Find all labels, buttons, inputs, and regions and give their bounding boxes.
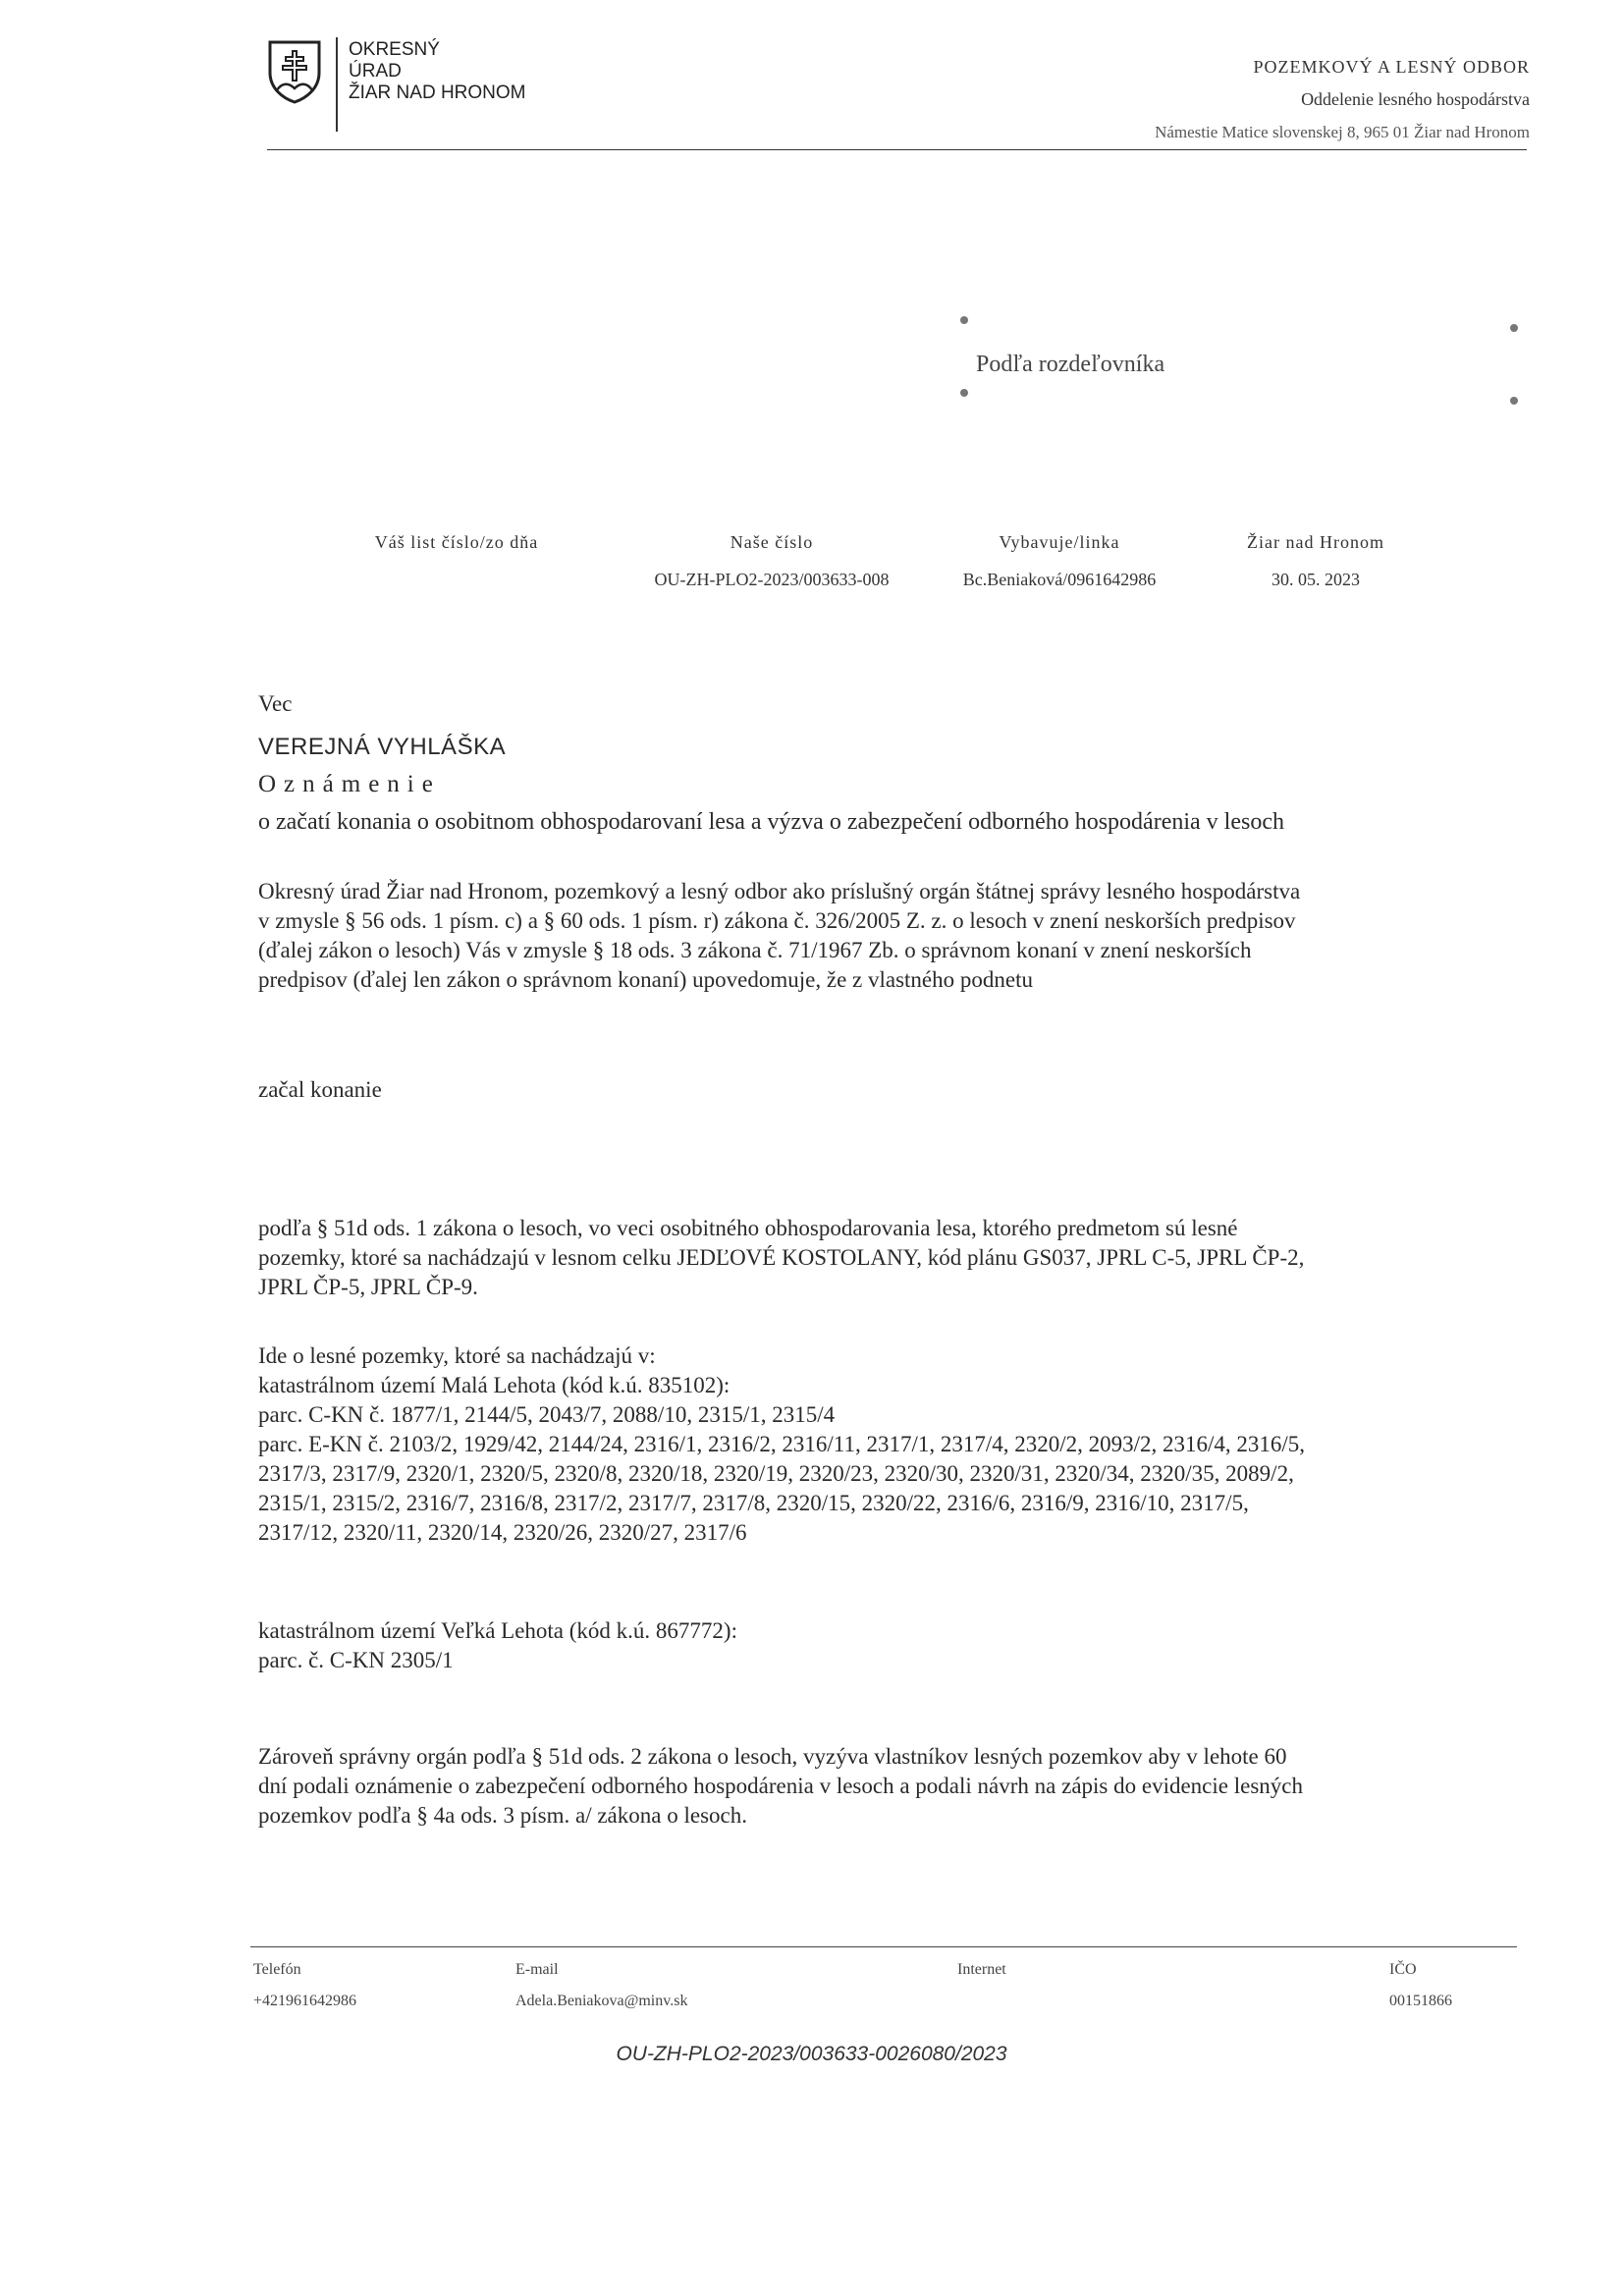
list-line: Ide o lesné pozemky, ktoré sa nachádzajú v: bbox=[258, 1343, 656, 1368]
paragraph-intro bbox=[258, 877, 1525, 995]
paragraph-line: (ďalej zákon o lesoch) Vás v zmysle § 18 ods. 3 zákona č. 71/1967 Zb. o správnom konaní v znení neskorších bbox=[258, 938, 1252, 962]
footer-phone bbox=[253, 1954, 356, 2017]
list-line: 2315/1, 2315/2, 2316/7, 2316/8, 2317/2, 2317/7, 2317/8, 2320/15, 2320/22, 2316/6, 2316/9, 2316/10, 2317/5, bbox=[258, 1491, 1249, 1515]
department-address: Námestie Matice slovenskej 8, 965 01 Žiar nad Hronom bbox=[1155, 123, 1530, 141]
address-window-mark bbox=[1510, 397, 1518, 405]
paragraph-line: predpisov (ďalej len zákon o správnom konaní) upovedomuje, že z vlastného podnetu bbox=[258, 967, 1033, 992]
footer-rule bbox=[250, 1946, 1517, 1947]
document-type: Oznámenie bbox=[258, 771, 441, 797]
footer-email-value: Adela.Beniakova@minv.sk bbox=[515, 1993, 688, 2009]
header-rule bbox=[267, 149, 1527, 150]
office-line-3: ŽIAR NAD HRONOM bbox=[349, 82, 526, 103]
paragraph-line: pozemkov podľa § 4a ods. 3 písm. a/ zákona o lesoch. bbox=[258, 1803, 747, 1828]
paragraph-line: podľa § 51d ods. 1 zákona o lesoch, vo veci osobitného obhospodarovania lesa, ktorého predmetom sú lesné bbox=[258, 1216, 1238, 1240]
footer-email bbox=[515, 1954, 687, 2017]
paragraph-line: v zmysle § 56 ods. 1 písm. c) a § 60 ods. 1 písm. r) zákona č. 326/2005 Z. z. o lesoch v znení neskorších predpisov bbox=[258, 908, 1296, 933]
paragraph-line: JPRL ČP-5, JPRL ČP-9. bbox=[258, 1275, 478, 1299]
ref-your-letter bbox=[324, 523, 589, 561]
list-line: 2317/12, 2320/11, 2320/14, 2320/26, 2320/27, 2317/6 bbox=[258, 1520, 747, 1545]
paragraph-line: dní podali oznámenie o zabezpečení odborného hospodárenia v lesoch a podali návrh na zápis do evidencie lesných bbox=[258, 1774, 1303, 1798]
footer-phone-label: Telefón bbox=[253, 1961, 301, 1978]
list-line: katastrálnom území Veľká Lehota (kód k.ú. 867772): bbox=[258, 1618, 737, 1643]
list-line: parc. č. C-KN 2305/1 bbox=[258, 1648, 454, 1672]
coat-of-arms-icon bbox=[267, 39, 322, 104]
list-line: 2317/3, 2317/9, 2320/1, 2320/5, 2320/8, 2320/18, 2320/19, 2320/23, 2320/30, 2320/31, 2320/34, 2320/35, 2089/2, bbox=[258, 1461, 1294, 1486]
address-window-mark bbox=[1510, 324, 1518, 332]
subject-line: o začatí konania o osobitnom obhospodarovaní lesa a výzva o zabezpečení odborného hospodárenia v lesoch bbox=[258, 809, 1284, 835]
footer-internet-label: Internet bbox=[957, 1961, 1006, 1978]
ref-place-label: Žiar nad Hronom bbox=[1247, 532, 1384, 552]
subject-label: Vec bbox=[258, 691, 293, 716]
paragraph-line: Zároveň správny orgán podľa § 51d ods. 2 zákona o lesoch, vyzýva vlastníkov lesných pozemkov aby v lehote 60 bbox=[258, 1744, 1287, 1769]
list-line: parc. E-KN č. 2103/2, 1929/42, 2144/24, 2316/1, 2316/2, 2316/11, 2317/1, 2317/4, 2320/2, 2093/2, 2316/4, 2316/5, bbox=[258, 1432, 1306, 1456]
footer-ico bbox=[1389, 1954, 1452, 2017]
office-line-2: ÚRAD bbox=[349, 61, 402, 82]
ref-our-number-label: Naše číslo bbox=[730, 532, 814, 552]
paragraph-line: Okresný úrad Žiar nad Hronom, pozemkový a lesný odbor ako príslušný orgán štátnej správy lesného hospodárstva bbox=[258, 879, 1301, 903]
document-title: VEREJNÁ VYHLÁŠKA bbox=[258, 734, 507, 760]
list-line: katastrálnom území Malá Lehota (kód k.ú. 835102): bbox=[258, 1373, 730, 1397]
department-block bbox=[1155, 51, 1530, 148]
paragraph-line: pozemky, ktoré sa nachádzajú v lesnom celku JEDĽOVÉ KOSTOLANY, kód plánu GS037, JPRL C-5, JPRL ČP-2, bbox=[258, 1245, 1305, 1270]
logo-divider bbox=[336, 37, 338, 132]
department-name: POZEMKOVÝ A LESNÝ ODBOR bbox=[1253, 57, 1530, 77]
paragraph-legal-basis bbox=[258, 1214, 1525, 1302]
parcel-list-mala-lehota bbox=[258, 1341, 1525, 1548]
ref-handled-by bbox=[927, 523, 1192, 598]
office-name bbox=[349, 39, 526, 104]
footer-internet bbox=[957, 1954, 1006, 1986]
recipient: Podľa rozdeľovníka bbox=[976, 352, 1165, 377]
ref-date-value: 30. 05. 2023 bbox=[1271, 570, 1360, 589]
ref-our-number-value: OU-ZH-PLO2-2023/003633-008 bbox=[654, 570, 890, 589]
address-window-mark bbox=[960, 389, 968, 397]
document-id: OU-ZH-PLO2-2023/003633-0026080/2023 bbox=[616, 2043, 1007, 2065]
ref-place-date bbox=[1217, 523, 1414, 598]
ref-our-number bbox=[624, 523, 919, 598]
list-line: parc. C-KN č. 1877/1, 2144/5, 2043/7, 2088/10, 2315/1, 2315/4 bbox=[258, 1402, 836, 1427]
statement-started: začal konanie bbox=[258, 1077, 382, 1102]
ref-handled-by-label: Vybavuje/linka bbox=[999, 532, 1120, 552]
footer-ico-label: IČO bbox=[1389, 1961, 1417, 1978]
footer-phone-value: +421961642986 bbox=[253, 1993, 357, 2009]
paragraph-call bbox=[258, 1742, 1525, 1831]
parcel-list-velka-lehota bbox=[258, 1616, 737, 1675]
ref-handled-by-value: Bc.Beniaková/0961642986 bbox=[962, 570, 1157, 589]
division-name: Oddelenie lesného hospodárstva bbox=[1301, 89, 1530, 109]
ref-your-letter-label: Váš list číslo/zo dňa bbox=[374, 532, 539, 552]
footer-email-label: E-mail bbox=[515, 1961, 559, 1978]
address-window-mark bbox=[960, 316, 968, 324]
footer-ico-value: 00151866 bbox=[1389, 1993, 1452, 2009]
office-line-1: OKRESNÝ bbox=[349, 39, 440, 60]
